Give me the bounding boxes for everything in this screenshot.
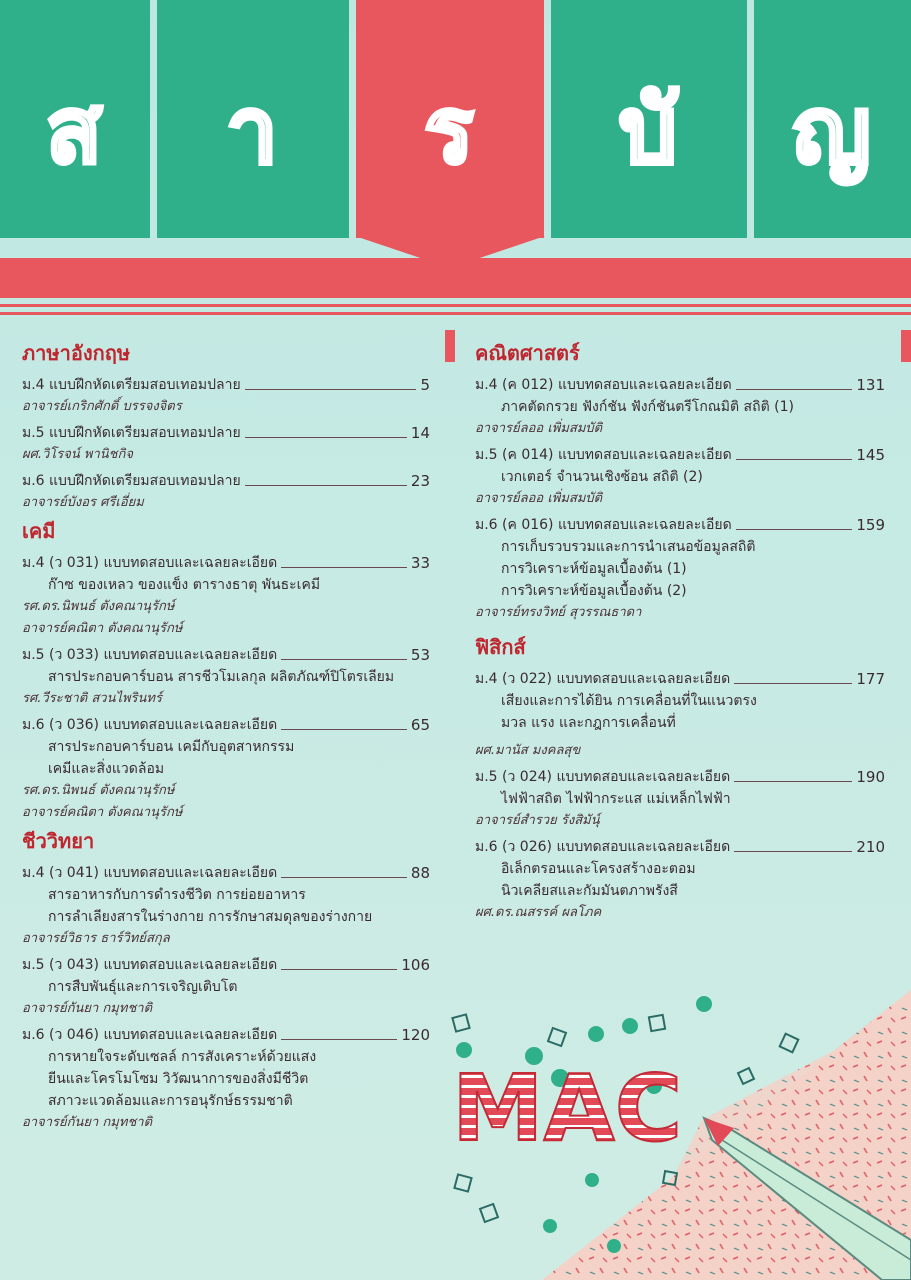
- mac-logo-graphic: [442, 990, 911, 1280]
- contents-header: [0, 0, 911, 325]
- entry-author: ผศ.มานัส มงคลสุข: [475, 743, 581, 758]
- toc-entry[interactable]: [22, 862, 430, 950]
- title-tile-4: [551, 0, 747, 238]
- entry-topic: การสืบพันธุ์และการเจริญเติบโต: [48, 979, 238, 995]
- entry-author: รศ.ดร.นิพนธ์ ตังคณานุรักษ์: [22, 783, 175, 798]
- entry-author: อาจารย์บังอร ศรีเอี่ยม: [22, 495, 144, 510]
- entry-author: อาจารย์คณิตา ตังคณานุรักษ์: [22, 805, 183, 820]
- title-char: บั: [618, 76, 680, 184]
- left-column: [22, 340, 430, 1138]
- entry-author: อาจารย์สำรวย รังสิมันุ์: [475, 813, 600, 828]
- toc-entry[interactable]: [22, 422, 430, 466]
- page-number: 131: [856, 376, 885, 394]
- toc-entry[interactable]: [22, 1024, 430, 1134]
- entry-label: ม.4 (ค 012) แบบทดสอบและเฉลยละเอียด: [475, 377, 732, 393]
- entry-topic: นิวเคลียสและกัมมันตภาพรังสี: [501, 883, 678, 899]
- entry-topic: ภาคตัดกรวย ฟังก์ชัน ฟังก์ชันตรีโกณมิติ สถิติ (1): [501, 399, 794, 415]
- entry-author: รศ.วีระชาติ สวนไพรินทร์: [22, 691, 162, 706]
- page-number: 88: [410, 864, 430, 882]
- title-char: ส: [45, 76, 105, 184]
- entry-topic: เคมีและสิ่งแวดล้อม: [48, 761, 165, 777]
- title-char: า: [226, 76, 280, 184]
- toc-entry[interactable]: [475, 668, 885, 762]
- entry-topic: เวกเตอร์ จำนวนเชิงซ้อน สถิติ (2): [501, 469, 703, 485]
- entry-author: อาจารย์กันยา กมุทชาติ: [22, 1001, 153, 1016]
- column-marker: [445, 330, 455, 362]
- entry-label: ม.4 (ว 031) แบบทดสอบและเฉลยละเอียด: [22, 555, 278, 571]
- entry-author: อาจารย์ลออ เพิ่มสมบัติ: [475, 421, 603, 436]
- entry-label: ม.6 (ค 016) แบบทดสอบและเฉลยละเอียด: [475, 517, 732, 533]
- entry-topic: เสียงและการได้ยิน การเคลื่อนที่ในแนวตรง: [501, 693, 757, 709]
- entry-label: ม.5 (ค 014) แบบทดสอบและเฉลยละเอียด: [475, 447, 732, 463]
- column-marker: [901, 330, 911, 362]
- entry-author: อาจารย์กันยา กมุทชาติ: [22, 1115, 153, 1130]
- title-tile-5: [754, 0, 911, 238]
- page-number: 33: [410, 554, 430, 572]
- page-number: 106: [401, 956, 430, 974]
- entry-author: ผศ.ดร.ณสรรค์ ผลโภค: [475, 905, 602, 920]
- header-band: [0, 258, 911, 298]
- title-char: ญ: [792, 76, 873, 184]
- entry-author: อาจารย์เกริกศักดิ์ บรรจงจิตร: [22, 399, 182, 414]
- section-title-physics: ฟิสิกส์: [475, 635, 526, 659]
- section-title-biology: ชีววิทยา: [22, 829, 95, 853]
- page-number: 190: [856, 768, 885, 786]
- entry-label: ม.6 แบบฝึกหัดเตรียมสอบเทอมปลาย: [22, 473, 241, 489]
- entry-author: อาจารย์ลออ เพิ่มสมบัติ: [475, 491, 603, 506]
- toc-entry[interactable]: [22, 714, 430, 824]
- page-number: 120: [401, 1026, 430, 1044]
- entry-topic: ก๊าซ ของเหลว ของแข็ง ตารางธาตุ พันธะเคมี: [48, 577, 321, 593]
- entry-label: ม.4 (ว 022) แบบทดสอบและเฉลยละเอียด: [475, 671, 731, 687]
- page-number: 210: [856, 838, 885, 856]
- title-char: ร: [424, 76, 476, 184]
- entry-label: ม.5 (ว 043) แบบทดสอบและเฉลยละเอียด: [22, 957, 278, 973]
- entry-label: ม.6 (ว 046) แบบทดสอบและเฉลยละเอียด: [22, 1027, 278, 1043]
- toc-entry[interactable]: [475, 514, 885, 624]
- section-title-english: ภาษาอังกฤษ: [22, 341, 131, 365]
- toc-entry[interactable]: [22, 644, 430, 710]
- page-number: 177: [856, 670, 885, 688]
- entry-author: อาจารย์คณิตา ตังคณานุรักษ์: [22, 621, 183, 636]
- entry-label: ม.4 แบบฝึกหัดเตรียมสอบเทอมปลาย: [22, 377, 241, 393]
- toc-entry[interactable]: [22, 470, 430, 514]
- header-band-line: [0, 312, 911, 315]
- toc-entry[interactable]: [475, 836, 885, 924]
- page-number: 5: [420, 376, 430, 394]
- entry-topic: การวิเคราะห์ข้อมูลเบื้องต้น (1): [501, 561, 687, 577]
- toc-entry[interactable]: [22, 954, 430, 1020]
- section-title-chemistry: เคมี: [22, 519, 56, 543]
- toc-entry[interactable]: [475, 444, 885, 510]
- entry-label: ม.6 (ว 026) แบบทดสอบและเฉลยละเอียด: [475, 839, 731, 855]
- entry-label: ม.5 แบบฝึกหัดเตรียมสอบเทอมปลาย: [22, 425, 241, 441]
- entry-topic: มวล แรง และกฎการเคลื่อนที่: [501, 715, 676, 731]
- page-number: 145: [856, 446, 885, 464]
- entry-topic: สารประกอบคาร์บอน เคมีกับอุตสาหกรรม: [48, 739, 295, 755]
- entry-topic: ไฟฟ้าสถิต ไฟฟ้ากระแส แม่เหล็กไฟฟ้า: [501, 791, 731, 807]
- page-number: 23: [410, 472, 430, 490]
- toc-entry[interactable]: [22, 552, 430, 640]
- entry-topic: การวิเคราะห์ข้อมูลเบื้องต้น (2): [501, 583, 687, 599]
- page-number: 14: [410, 424, 430, 442]
- right-column: [475, 340, 885, 928]
- header-band-line: [0, 304, 911, 307]
- title-tile-2: [157, 0, 349, 238]
- entry-author: อาจารย์ทรงวิทย์ สุวรรณธาดา: [475, 605, 642, 620]
- entry-author: อาจารย์วิธาร ธาร์วิทย์สกุล: [22, 931, 170, 946]
- section-title-math: คณิตศาสตร์: [475, 341, 580, 365]
- title-tile-1: [0, 0, 150, 238]
- entry-topic: การลำเลียงสารในร่างกาย การรักษาสมดุลของร่างกาย: [48, 909, 373, 925]
- entry-topic: อิเล็กตรอนและโครงสร้างอะตอม: [501, 861, 696, 877]
- entry-topic: การหายใจระดับเซลล์ การสังเคราะห์ด้วยแสง: [48, 1049, 317, 1065]
- entry-author: ผศ.วิโรจน์ พานิชกิจ: [22, 447, 133, 462]
- entry-topic: การเก็บรวบรวมและการนำเสนอข้อมูลสถิติ: [501, 539, 756, 555]
- entry-topic: สารประกอบคาร์บอน สารชีวโมเลกุล ผลิตภัณฑ์ปิโตรเลียม: [48, 669, 395, 685]
- toc-entry[interactable]: [475, 766, 885, 832]
- entry-label: ม.4 (ว 041) แบบทดสอบและเฉลยละเอียด: [22, 865, 278, 881]
- page-number: 65: [410, 716, 430, 734]
- page-number: 159: [856, 516, 885, 534]
- entry-label: ม.5 (ว 033) แบบทดสอบและเฉลยละเอียด: [22, 647, 278, 663]
- title-tile-3: [356, 0, 544, 238]
- toc-entry[interactable]: [475, 374, 885, 440]
- page-number: 53: [410, 646, 430, 664]
- mac-logo-text: MAC: [452, 1055, 683, 1162]
- entry-author: รศ.ดร.นิพนธ์ ตังคณานุรักษ์: [22, 599, 175, 614]
- entry-label: ม.6 (ว 036) แบบทดสอบและเฉลยละเอียด: [22, 717, 278, 733]
- entry-topic: ยีนและโครโมโซม วิวัฒนาการของสิ่งมีชีวิต: [48, 1071, 309, 1087]
- entry-label: ม.5 (ว 024) แบบทดสอบและเฉลยละเอียด: [475, 769, 731, 785]
- entry-topic: สภาวะแวดล้อมและการอนุรักษ์ธรรมชาติ: [48, 1093, 293, 1109]
- toc-entry[interactable]: [22, 374, 430, 418]
- entry-topic: สารอาหารกับการดำรงชีวิต การย่อยอาหาร: [48, 887, 306, 903]
